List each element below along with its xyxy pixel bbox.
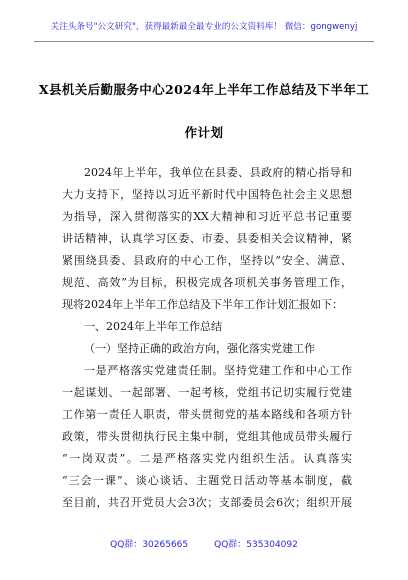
body-line: 紧围绕县委、县政府的中心工作，坚持以“安全、满意、 [62,254,352,267]
body-line: 现将2024年上半年工作总结及下半年工作计划汇报如下： [62,298,343,311]
body-line: 一是严格落实党建责任制。坚持党建工作和中心工作 [84,364,352,377]
body-line: 一起谋划、一起部署、一起考核，党组书记切实履行党建 [62,386,352,399]
body-line: 讲话精神，认真学习区委、市委、县委相关会议精神，紧 [62,232,352,245]
header-divider [34,41,374,42]
document-body [62,162,352,514]
body-line: 规范、高效”为目标，积极完成各项机关事务管理工作， [62,276,352,289]
header-banner: 关注头条号"公文研究"，获得最新最全最专业的公文资料库！ 微信：gongwenyj [50,22,358,32]
body-line: 至目前，共召开党员大会3次；支部委员会6次；组织开展 [62,496,352,509]
footer-qq-group-2: QQ群：535304092 [214,540,298,550]
body-line: 政策，带头贯彻执行民主集中制，党组其他成员带头履行 [62,430,352,443]
body-line: 2024年上半年，我单位在县委、县政府的精心指导和 [84,166,352,179]
body-line: “三会一课”、谈心谈话、主题党日活动等基本制度，截 [62,474,352,487]
body-line: “一岗双责”。二是严格落实党内组织生活。认真落实 [62,452,352,465]
document-title-line-2: 作计划 [184,125,224,140]
section-heading: 一、2024年上半年工作总结 [84,320,222,333]
subsection-heading: （一）坚持正确的政治方向，强化落实党建工作 [84,342,315,355]
footer [0,537,408,550]
body-line: 大力支持下，坚持以习近平新时代中国特色社会主义思想 [62,188,352,201]
body-line: 为指导，深入贯彻落实的XX大精神和习近平总书记重要 [62,210,352,223]
document-title-line-1: X县机关后勤服务中心2024年上半年工作总结及下半年工 [38,82,370,97]
body-line: 工作第一责任人职责，带头贯彻党的基本路线和各项方针 [62,408,352,421]
footer-qq-group-1: QQ群：30265665 [110,540,189,550]
